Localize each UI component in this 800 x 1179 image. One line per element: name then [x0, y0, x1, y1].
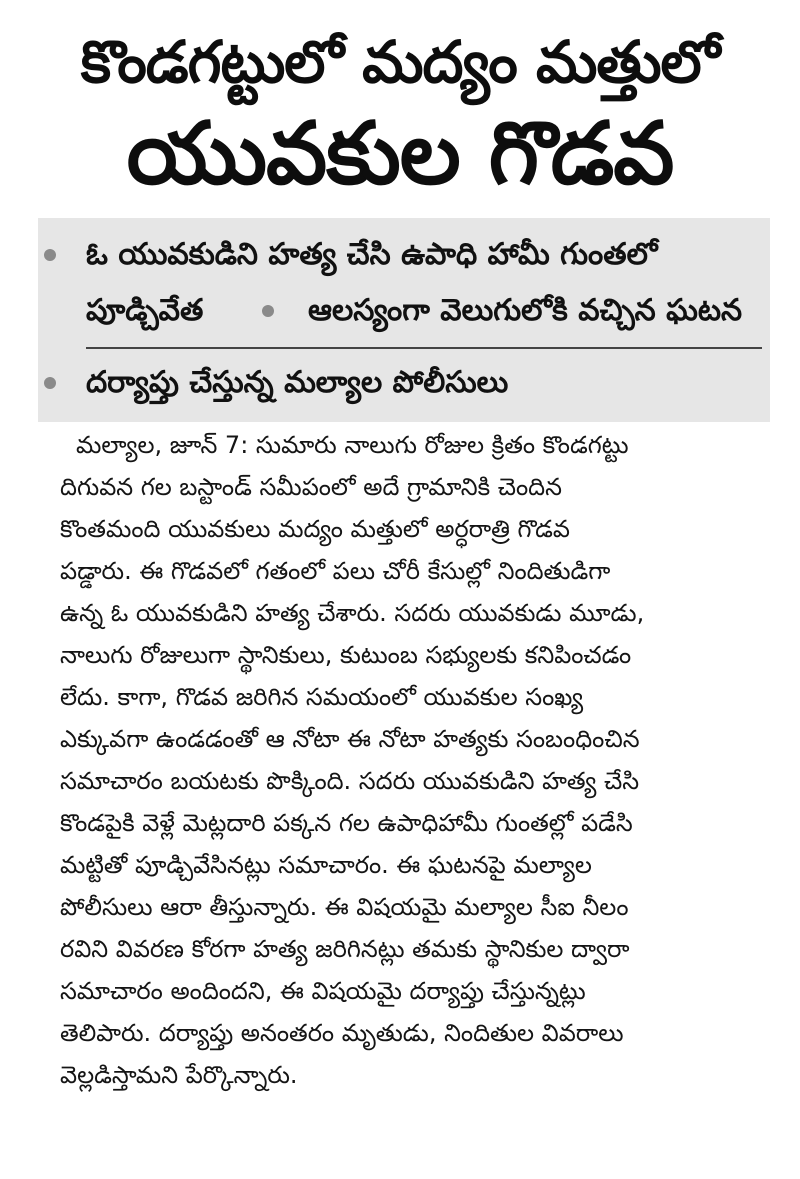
body-line: మల్యాల, జూన్ 7: సుమారు నాలుగు రోజుల క్రితం కొండగట్టు: [76, 431, 629, 459]
body-line: కొండపైకి వెళ్లే మెట్లదారి పక్కన గల ఉపాధిహామీ గుంతల్లో పడేసి: [60, 809, 633, 837]
highlight-text-2b: ఆలస్యంగా వెలుగులోకి వచ్చిన ఘటన: [308, 293, 743, 328]
body-line: మట్టితో పూడ్చివేసినట్లు సమాచారం. ఈ ఘటనపై మల్యాల: [60, 851, 592, 879]
highlights-box: [38, 218, 770, 422]
body-line: తెలిపారు. దర్యాప్తు అనంతరం మృతుడు, నిందితుల వివరాలు: [60, 1019, 624, 1047]
body-line: ఉన్న ఓ యువకుడిని హత్య చేశారు. సదరు యువకుడు మూడు,: [60, 599, 645, 627]
body-line: నాలుగు రోజులుగా స్థానికులు, కుటుంబ సభ్యులకు కనిపించడం: [60, 641, 632, 669]
body-line: పడ్డారు. ఈ గొడవలో గతంలో పలు చోరీ కేసుల్లో నిందితుడిగా: [60, 557, 611, 585]
bullet-dot-icon: [262, 305, 274, 317]
body-line: లేదు. కాగా, గొడవ జరిగిన సమయంలో యువకుల సంఖ్య: [60, 683, 584, 711]
headline-main: యువకుల గొడవ: [126, 104, 674, 204]
headline-kicker: కొండగట్టులో మద్యం మత్తులో: [80, 28, 720, 96]
body-line: సమాచారం బయటకు పొక్కింది. సదరు యువకుడిని హత్య చేసి: [60, 767, 640, 795]
body-line: కొంతమంది యువకులు మద్యం మత్తులో అర్ధరాత్రి గొడవ: [60, 515, 570, 543]
body-line: వెల్లడిస్తామని పేర్కొన్నారు.: [60, 1061, 298, 1089]
bullet-dot-icon: [44, 249, 56, 261]
highlight-text-3: దర్యాప్తు చేస్తున్న మల్యాల పోలీసులు: [86, 365, 509, 400]
highlight-text-2a: పూడ్చివేత: [86, 293, 204, 328]
body-line: సమాచారం అందిందని, ఈ విషయమై దర్యాప్తు చేస్తున్నట్లు: [60, 977, 586, 1005]
highlight-divider: [86, 347, 762, 349]
highlight-row-1: [38, 226, 770, 284]
body-line: పోలీసులు ఆరా తీస్తున్నారు. ఈ విషయమై మల్యాల సీఐ నీలం: [60, 893, 629, 921]
body-line: రవిని వివరణ కోరగా హత్య జరిగినట్లు తమకు స్థానికుల ద్వారా: [60, 935, 630, 963]
highlight-row-3: [38, 354, 770, 412]
bullet-dot-icon: [44, 377, 56, 389]
body-line: దిగువన గల బస్టాండ్ సమీపంలో అదే గ్రామానికి చెందిన: [60, 473, 562, 501]
body-line: ఎక్కువగా ఉండడంతో ఆ నోటా ఈ నోటా హత్యకు సంబంధించిన: [60, 725, 640, 753]
highlight-text-1: ఓ యువకుడిని హత్య చేసి ఉపాధి హామీ గుంతలో: [86, 237, 658, 272]
highlight-row-2: [38, 282, 770, 340]
article-body: [60, 424, 772, 1096]
